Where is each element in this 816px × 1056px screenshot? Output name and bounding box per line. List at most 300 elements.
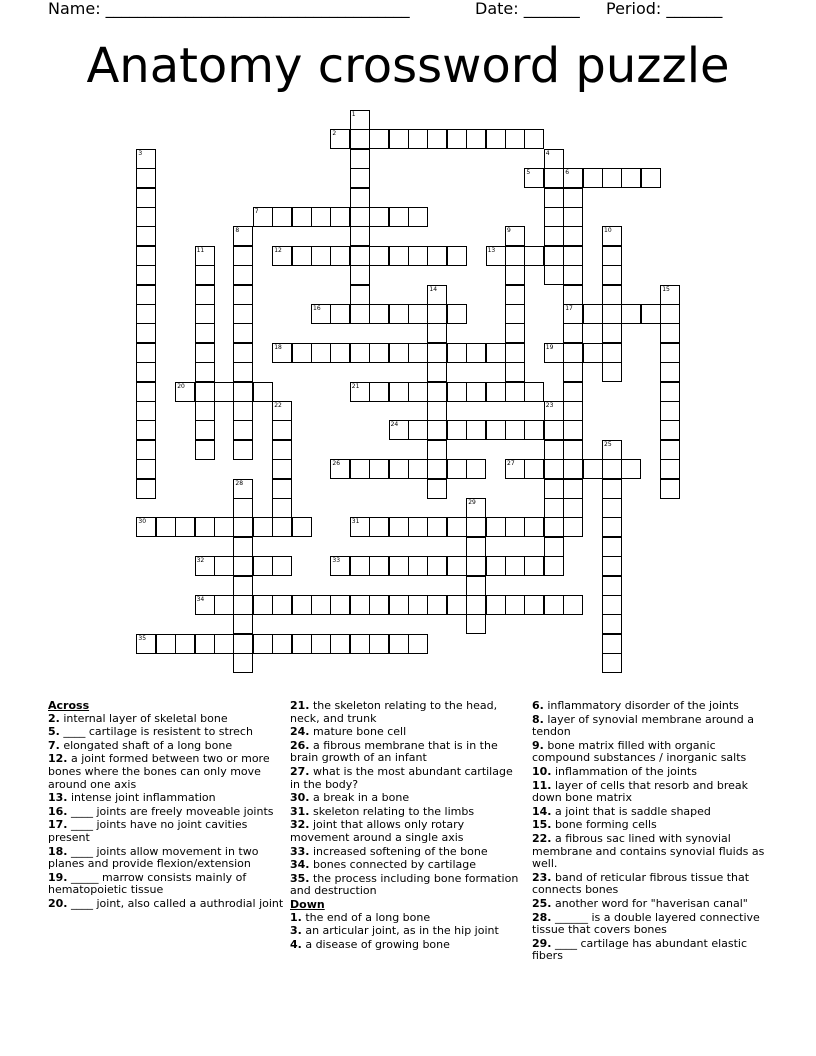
grid-cell[interactable] [447, 129, 467, 149]
grid-cell[interactable] [486, 246, 506, 266]
grid-cell[interactable] [136, 362, 156, 382]
grid-cell[interactable] [272, 517, 292, 537]
grid-cell[interactable] [350, 246, 370, 266]
grid-cell[interactable] [350, 556, 370, 576]
period-field[interactable]: Period: _______ [606, 0, 723, 18]
grid-cell[interactable] [389, 304, 409, 324]
grid-cell[interactable] [486, 382, 506, 402]
grid-cell[interactable] [369, 459, 389, 479]
grid-cell[interactable] [602, 343, 622, 363]
grid-cell[interactable] [233, 323, 253, 343]
grid-cell[interactable] [563, 343, 583, 363]
grid-cell[interactable] [602, 362, 622, 382]
grid-cell[interactable] [602, 576, 622, 596]
grid-cell[interactable] [427, 479, 447, 499]
grid-cell[interactable] [272, 479, 292, 499]
grid-cell[interactable] [466, 576, 486, 596]
grid-cell[interactable] [466, 459, 486, 479]
grid-cell[interactable] [602, 498, 622, 518]
grid-cell[interactable] [136, 401, 156, 421]
grid-cell[interactable] [292, 343, 312, 363]
grid-cell[interactable] [408, 420, 428, 440]
grid-cell[interactable] [330, 304, 350, 324]
grid-cell[interactable] [136, 168, 156, 188]
grid-cell[interactable] [195, 362, 215, 382]
grid-cell[interactable] [505, 362, 525, 382]
grid-cell[interactable] [563, 168, 583, 188]
grid-cell[interactable] [233, 595, 253, 615]
grid-cell[interactable] [583, 343, 603, 363]
grid-cell[interactable] [408, 382, 428, 402]
grid-cell[interactable] [175, 634, 195, 654]
grid-cell[interactable] [272, 634, 292, 654]
grid-cell[interactable] [660, 323, 680, 343]
grid-cell[interactable] [505, 420, 525, 440]
grid-cell[interactable] [136, 285, 156, 305]
grid-cell[interactable] [156, 517, 176, 537]
grid-cell[interactable] [233, 517, 253, 537]
grid-cell[interactable] [427, 323, 447, 343]
grid-cell[interactable] [330, 207, 350, 227]
grid-cell[interactable] [544, 246, 564, 266]
grid-cell[interactable] [311, 246, 331, 266]
grid-cell[interactable] [563, 362, 583, 382]
grid-cell[interactable] [136, 382, 156, 402]
grid-cell[interactable] [195, 420, 215, 440]
grid-cell[interactable] [602, 614, 622, 634]
grid-cell[interactable] [563, 595, 583, 615]
grid-cell[interactable] [660, 304, 680, 324]
grid-cell[interactable] [292, 246, 312, 266]
grid-cell[interactable] [272, 440, 292, 460]
grid-cell[interactable] [544, 149, 564, 169]
grid-cell[interactable] [660, 401, 680, 421]
grid-cell[interactable] [524, 459, 544, 479]
grid-cell[interactable] [660, 343, 680, 363]
grid-cell[interactable] [272, 343, 292, 363]
grid-cell[interactable] [524, 246, 544, 266]
grid-cell[interactable] [214, 634, 234, 654]
grid-cell[interactable] [602, 537, 622, 557]
grid-cell[interactable] [311, 595, 331, 615]
grid-cell[interactable] [136, 265, 156, 285]
date-field[interactable]: Date: _______ [475, 0, 580, 18]
grid-cell[interactable] [427, 285, 447, 305]
grid-cell[interactable] [602, 265, 622, 285]
grid-cell[interactable] [389, 634, 409, 654]
grid-cell[interactable] [233, 440, 253, 460]
grid-cell[interactable] [466, 537, 486, 557]
grid-cell[interactable] [369, 304, 389, 324]
grid-cell[interactable] [136, 304, 156, 324]
grid-cell[interactable] [272, 246, 292, 266]
grid-cell[interactable] [447, 246, 467, 266]
grid-cell[interactable] [195, 304, 215, 324]
grid-cell[interactable] [602, 323, 622, 343]
grid-cell[interactable] [330, 556, 350, 576]
grid-cell[interactable] [350, 304, 370, 324]
grid-cell[interactable] [505, 285, 525, 305]
grid-cell[interactable] [563, 207, 583, 227]
grid-cell[interactable] [447, 420, 467, 440]
grid-cell[interactable] [272, 401, 292, 421]
grid-cell[interactable] [195, 401, 215, 421]
grid-cell[interactable] [195, 440, 215, 460]
grid-cell[interactable] [330, 595, 350, 615]
grid-cell[interactable] [408, 246, 428, 266]
grid-cell[interactable] [563, 479, 583, 499]
grid-cell[interactable] [136, 459, 156, 479]
grid-cell[interactable] [427, 440, 447, 460]
grid-cell[interactable] [466, 343, 486, 363]
grid-cell[interactable] [660, 420, 680, 440]
grid-cell[interactable] [369, 343, 389, 363]
grid-cell[interactable] [389, 556, 409, 576]
grid-cell[interactable] [602, 634, 622, 654]
grid-cell[interactable] [272, 420, 292, 440]
grid-cell[interactable] [524, 556, 544, 576]
grid-cell[interactable] [563, 226, 583, 246]
grid-cell[interactable] [330, 634, 350, 654]
grid-cell[interactable] [602, 459, 622, 479]
grid-cell[interactable] [136, 440, 156, 460]
grid-cell[interactable] [311, 207, 331, 227]
grid-cell[interactable] [233, 226, 253, 246]
grid-cell[interactable] [389, 129, 409, 149]
grid-cell[interactable] [466, 420, 486, 440]
grid-cell[interactable] [214, 595, 234, 615]
grid-cell[interactable] [524, 517, 544, 537]
grid-cell[interactable] [427, 362, 447, 382]
grid-cell[interactable] [233, 401, 253, 421]
grid-cell[interactable] [505, 226, 525, 246]
grid-cell[interactable] [427, 343, 447, 363]
grid-cell[interactable] [544, 226, 564, 246]
grid-cell[interactable] [233, 382, 253, 402]
grid-cell[interactable] [350, 382, 370, 402]
grid-cell[interactable] [369, 129, 389, 149]
grid-cell[interactable] [563, 498, 583, 518]
grid-cell[interactable] [389, 382, 409, 402]
grid-cell[interactable] [311, 634, 331, 654]
grid-cell[interactable] [524, 595, 544, 615]
grid-cell[interactable] [233, 362, 253, 382]
grid-cell[interactable] [466, 382, 486, 402]
grid-cell[interactable] [602, 595, 622, 615]
grid-cell[interactable] [350, 129, 370, 149]
grid-cell[interactable] [136, 517, 156, 537]
grid-cell[interactable] [563, 420, 583, 440]
grid-cell[interactable] [369, 246, 389, 266]
grid-cell[interactable] [427, 401, 447, 421]
grid-cell[interactable] [369, 595, 389, 615]
grid-cell[interactable] [660, 440, 680, 460]
grid-cell[interactable] [563, 304, 583, 324]
grid-cell[interactable] [641, 304, 661, 324]
grid-cell[interactable] [408, 343, 428, 363]
grid-cell[interactable] [563, 401, 583, 421]
grid-cell[interactable] [544, 479, 564, 499]
grid-cell[interactable] [214, 556, 234, 576]
grid-cell[interactable] [486, 420, 506, 440]
grid-cell[interactable] [233, 498, 253, 518]
grid-cell[interactable] [136, 343, 156, 363]
grid-cell[interactable] [272, 207, 292, 227]
grid-cell[interactable] [427, 459, 447, 479]
grid-cell[interactable] [621, 459, 641, 479]
grid-cell[interactable] [233, 653, 253, 673]
grid-cell[interactable] [369, 556, 389, 576]
grid-cell[interactable] [505, 304, 525, 324]
grid-cell[interactable] [195, 265, 215, 285]
grid-cell[interactable] [233, 246, 253, 266]
grid-cell[interactable] [136, 246, 156, 266]
grid-cell[interactable] [544, 440, 564, 460]
grid-cell[interactable] [602, 246, 622, 266]
grid-cell[interactable] [427, 129, 447, 149]
grid-cell[interactable] [466, 614, 486, 634]
grid-cell[interactable] [330, 246, 350, 266]
grid-cell[interactable] [136, 188, 156, 208]
grid-cell[interactable] [505, 323, 525, 343]
grid-cell[interactable] [233, 265, 253, 285]
grid-cell[interactable] [466, 595, 486, 615]
grid-cell[interactable] [195, 285, 215, 305]
grid-cell[interactable] [602, 517, 622, 537]
grid-cell[interactable] [544, 459, 564, 479]
grid-cell[interactable] [408, 595, 428, 615]
grid-cell[interactable] [408, 634, 428, 654]
grid-cell[interactable] [544, 556, 564, 576]
grid-cell[interactable] [486, 556, 506, 576]
grid-cell[interactable] [544, 595, 564, 615]
grid-cell[interactable] [486, 343, 506, 363]
grid-cell[interactable] [447, 517, 467, 537]
grid-cell[interactable] [563, 517, 583, 537]
grid-cell[interactable] [195, 634, 215, 654]
grid-cell[interactable] [136, 226, 156, 246]
grid-cell[interactable] [660, 382, 680, 402]
grid-cell[interactable] [524, 382, 544, 402]
grid-cell[interactable] [408, 304, 428, 324]
grid-cell[interactable] [621, 168, 641, 188]
grid-cell[interactable] [253, 556, 273, 576]
grid-cell[interactable] [447, 382, 467, 402]
grid-cell[interactable] [563, 323, 583, 343]
grid-cell[interactable] [505, 343, 525, 363]
grid-cell[interactable] [272, 556, 292, 576]
grid-cell[interactable] [524, 129, 544, 149]
grid-cell[interactable] [350, 207, 370, 227]
grid-cell[interactable] [660, 285, 680, 305]
grid-cell[interactable] [447, 459, 467, 479]
grid-cell[interactable] [621, 304, 641, 324]
grid-cell[interactable] [427, 304, 447, 324]
grid-cell[interactable] [233, 556, 253, 576]
grid-cell[interactable] [350, 110, 370, 130]
grid-cell[interactable] [233, 285, 253, 305]
grid-cell[interactable] [350, 285, 370, 305]
grid-cell[interactable] [233, 634, 253, 654]
grid-cell[interactable] [563, 440, 583, 460]
grid-cell[interactable] [136, 634, 156, 654]
grid-cell[interactable] [544, 537, 564, 557]
grid-cell[interactable] [408, 207, 428, 227]
grid-cell[interactable] [447, 343, 467, 363]
grid-cell[interactable] [544, 207, 564, 227]
grid-cell[interactable] [660, 362, 680, 382]
grid-cell[interactable] [505, 265, 525, 285]
grid-cell[interactable] [195, 517, 215, 537]
grid-cell[interactable] [369, 634, 389, 654]
grid-cell[interactable] [389, 517, 409, 537]
grid-cell[interactable] [505, 556, 525, 576]
grid-cell[interactable] [408, 129, 428, 149]
grid-cell[interactable] [136, 323, 156, 343]
grid-cell[interactable] [330, 343, 350, 363]
grid-cell[interactable] [505, 517, 525, 537]
grid-cell[interactable] [272, 459, 292, 479]
grid-cell[interactable] [350, 343, 370, 363]
grid-cell[interactable] [136, 420, 156, 440]
name-field[interactable]: Name: ______________________________________ [48, 0, 410, 18]
grid-cell[interactable] [602, 440, 622, 460]
grid-cell[interactable] [563, 265, 583, 285]
grid-cell[interactable] [369, 382, 389, 402]
grid-cell[interactable] [447, 556, 467, 576]
grid-cell[interactable] [505, 459, 525, 479]
grid-cell[interactable] [214, 382, 234, 402]
grid-cell[interactable] [292, 634, 312, 654]
grid-cell[interactable] [233, 343, 253, 363]
grid-cell[interactable] [544, 420, 564, 440]
grid-cell[interactable] [544, 343, 564, 363]
grid-cell[interactable] [214, 517, 234, 537]
grid-cell[interactable] [583, 459, 603, 479]
grid-cell[interactable] [195, 382, 215, 402]
grid-cell[interactable] [505, 595, 525, 615]
grid-cell[interactable] [602, 226, 622, 246]
grid-cell[interactable] [660, 459, 680, 479]
grid-cell[interactable] [563, 382, 583, 402]
grid-cell[interactable] [602, 653, 622, 673]
grid-cell[interactable] [156, 634, 176, 654]
grid-cell[interactable] [369, 207, 389, 227]
grid-cell[interactable] [641, 168, 661, 188]
grid-cell[interactable] [350, 149, 370, 169]
grid-cell[interactable] [136, 207, 156, 227]
grid-cell[interactable] [350, 517, 370, 537]
grid-cell[interactable] [524, 168, 544, 188]
grid-cell[interactable] [136, 149, 156, 169]
grid-cell[interactable] [563, 246, 583, 266]
grid-cell[interactable] [233, 537, 253, 557]
grid-cell[interactable] [563, 285, 583, 305]
grid-cell[interactable] [466, 129, 486, 149]
grid-cell[interactable] [486, 517, 506, 537]
grid-cell[interactable] [253, 382, 273, 402]
grid-cell[interactable] [195, 343, 215, 363]
grid-cell[interactable] [233, 576, 253, 596]
grid-cell[interactable] [544, 168, 564, 188]
grid-cell[interactable] [175, 517, 195, 537]
grid-cell[interactable] [505, 382, 525, 402]
grid-cell[interactable] [544, 188, 564, 208]
grid-cell[interactable] [389, 420, 409, 440]
grid-cell[interactable] [486, 595, 506, 615]
grid-cell[interactable] [447, 595, 467, 615]
grid-cell[interactable] [583, 304, 603, 324]
grid-cell[interactable] [544, 401, 564, 421]
grid-cell[interactable] [524, 420, 544, 440]
grid-cell[interactable] [544, 517, 564, 537]
grid-cell[interactable] [272, 595, 292, 615]
grid-cell[interactable] [389, 207, 409, 227]
grid-cell[interactable] [350, 265, 370, 285]
grid-cell[interactable] [427, 517, 447, 537]
grid-cell[interactable] [408, 556, 428, 576]
grid-cell[interactable] [447, 304, 467, 324]
grid-cell[interactable] [292, 517, 312, 537]
grid-cell[interactable] [466, 498, 486, 518]
grid-cell[interactable] [544, 498, 564, 518]
grid-cell[interactable] [136, 479, 156, 499]
grid-cell[interactable] [330, 459, 350, 479]
grid-cell[interactable] [466, 517, 486, 537]
grid-cell[interactable] [486, 129, 506, 149]
grid-cell[interactable] [505, 129, 525, 149]
grid-cell[interactable] [350, 168, 370, 188]
grid-cell[interactable] [427, 382, 447, 402]
grid-cell[interactable] [175, 382, 195, 402]
grid-cell[interactable] [311, 304, 331, 324]
grid-cell[interactable] [195, 595, 215, 615]
grid-cell[interactable] [292, 595, 312, 615]
grid-cell[interactable] [195, 246, 215, 266]
grid-cell[interactable] [272, 498, 292, 518]
grid-cell[interactable] [350, 226, 370, 246]
grid-cell[interactable] [350, 188, 370, 208]
grid-cell[interactable] [389, 246, 409, 266]
grid-cell[interactable] [408, 459, 428, 479]
grid-cell[interactable] [427, 420, 447, 440]
grid-cell[interactable] [350, 634, 370, 654]
grid-cell[interactable] [369, 517, 389, 537]
grid-cell[interactable] [195, 323, 215, 343]
grid-cell[interactable] [253, 517, 273, 537]
grid-cell[interactable] [389, 595, 409, 615]
grid-cell[interactable] [563, 188, 583, 208]
grid-cell[interactable] [330, 129, 350, 149]
grid-cell[interactable] [389, 343, 409, 363]
grid-cell[interactable] [427, 556, 447, 576]
grid-cell[interactable] [602, 168, 622, 188]
grid-cell[interactable] [253, 595, 273, 615]
grid-cell[interactable] [233, 479, 253, 499]
grid-cell[interactable] [253, 634, 273, 654]
grid-cell[interactable] [233, 614, 253, 634]
grid-cell[interactable] [602, 479, 622, 499]
grid-cell[interactable] [389, 459, 409, 479]
grid-cell[interactable] [466, 556, 486, 576]
grid-cell[interactable] [233, 304, 253, 324]
grid-cell[interactable] [660, 479, 680, 499]
grid-cell[interactable] [350, 459, 370, 479]
grid-cell[interactable] [505, 246, 525, 266]
grid-cell[interactable] [233, 420, 253, 440]
grid-cell[interactable] [583, 168, 603, 188]
grid-cell[interactable] [195, 556, 215, 576]
